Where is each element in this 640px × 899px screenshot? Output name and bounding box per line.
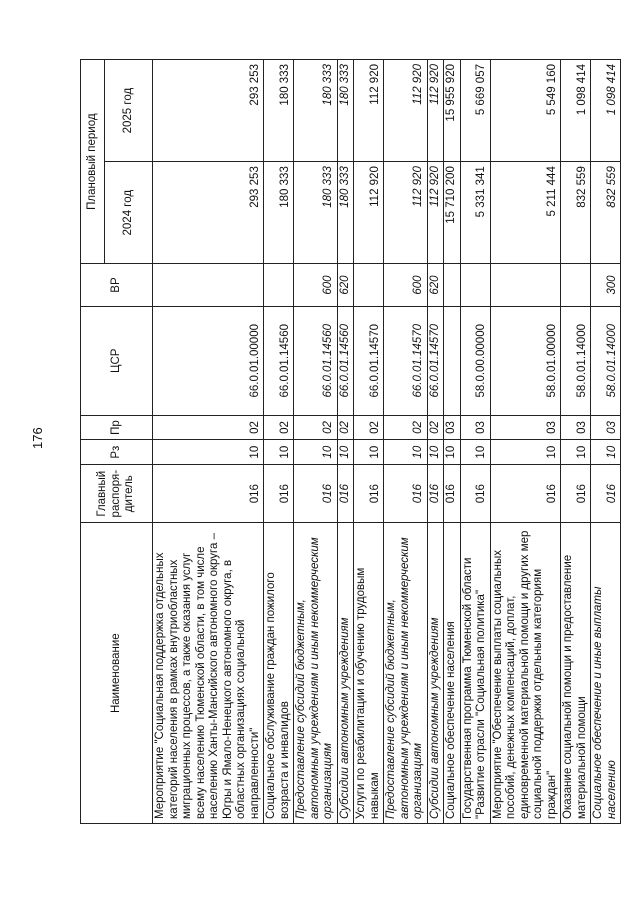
row-pr: 03 [444,415,461,440]
row-pr: 02 [264,415,294,440]
row-csr: 66.0.01.14570 [354,306,384,415]
row-rz: 10 [561,440,591,465]
row-vr: 300 [591,264,621,307]
row-value-2024: 180 333 [294,162,338,264]
row-pr: 03 [561,415,591,440]
row-pr: 02 [354,415,384,440]
row-vr [153,264,264,307]
row-vr [264,264,294,307]
row-value-2025: 180 333 [264,60,294,162]
row-value-2025: 112 920 [354,60,384,162]
row-name: Социальное обеспечение и иные выплаты населению [591,523,621,824]
row-csr: 58.0.00.00000 [460,306,490,415]
header-2024: 2024 год [105,162,153,264]
header-pr: Пр [81,415,153,440]
row-rz: 10 [591,440,621,465]
row-value-2025: 1 098 414 [591,60,621,162]
row-value-2025: 1 098 414 [561,60,591,162]
row-pr: 02 [384,415,428,440]
row-rz: 10 [354,440,384,465]
row-value-2024: 112 920 [354,162,384,264]
table-row [591,60,621,824]
table-row [460,60,490,824]
row-value-2024: 5 331 341 [460,162,490,264]
row-admin: 016 [591,465,621,523]
row-admin: 016 [294,465,338,523]
row-vr: 600 [294,264,338,307]
table-row [427,60,444,824]
header-csr: ЦСР [81,306,153,415]
row-rz: 10 [264,440,294,465]
row-vr: 600 [384,264,428,307]
table-header [81,60,153,824]
row-admin: 016 [153,465,264,523]
table-row [561,60,591,824]
row-value-2025: 112 920 [384,60,428,162]
row-csr: 66.0.01.14570 [427,306,444,415]
row-vr [561,264,591,307]
row-vr [490,264,561,307]
row-csr: 58.0.01.00000 [490,306,561,415]
table-row [384,60,428,824]
budget-table [80,59,621,824]
header-rz: Рз [81,440,153,465]
row-rz: 10 [460,440,490,465]
row-name: Оказание социальной помощи и предоставление материальной помощи [561,523,591,824]
row-value-2025: 5 669 057 [460,60,490,162]
row-rz: 10 [427,440,444,465]
row-value-2025: 5 549 160 [490,60,561,162]
row-pr: 02 [427,415,444,440]
row-rz: 10 [337,440,354,465]
row-admin: 016 [444,465,461,523]
row-admin: 016 [384,465,428,523]
row-value-2024: 832 559 [591,162,621,264]
table-row [490,60,561,824]
row-csr [444,306,461,415]
row-csr: 66.0.01.14560 [337,306,354,415]
header-vr: ВР [81,264,153,307]
row-rz: 10 [384,440,428,465]
row-value-2025: 293 253 [153,60,264,162]
row-value-2024: 180 333 [337,162,354,264]
row-name: Социальное обслуживание граждан пожилого возраста и инвалидов [264,523,294,824]
row-value-2025: 15 955 920 [444,60,461,162]
table-row [153,60,264,824]
row-admin: 016 [490,465,561,523]
row-value-2024: 832 559 [561,162,591,264]
header-name: Наименование [81,523,153,824]
row-rz: 10 [153,440,264,465]
row-csr: 58.0.01.14000 [591,306,621,415]
row-value-2025: 180 333 [337,60,354,162]
row-name: Мероприятие "Социальная поддержка отдельных категорий населения в рамках внутриобластных миграционных процессов, а также оказания услуг всему населению Тюменской области, в том числе населению Ханты-Мансийского автономного округа – Югры и Ямало-Ненецкого автономного округа, в областных организациях социальной направленности" [153,523,264,824]
row-pr: 02 [337,415,354,440]
row-name: Субсидии автономным учреждениям [427,523,444,824]
row-admin: 016 [354,465,384,523]
budget-table-rotated [80,59,618,824]
header-admin: Главный распоря-дитель [81,465,153,523]
row-value-2024: 112 920 [384,162,428,264]
row-value-2024: 15 710 200 [444,162,461,264]
row-rz: 10 [444,440,461,465]
table-row [337,60,354,824]
row-name: Предоставление субсидий бюджетным, автономным учреждениям и иным некоммерческим организациям [294,523,338,824]
row-admin: 016 [561,465,591,523]
page-number: 176 [30,427,45,449]
header-2025: 2025 год [105,60,153,162]
row-name: Государственная программа Тюменской области "Развитие отрасли "Социальная политика" [460,523,490,824]
row-pr: 02 [153,415,264,440]
row-vr: 620 [337,264,354,307]
row-csr: 58.0.01.14000 [561,306,591,415]
row-admin: 016 [264,465,294,523]
header-plan-period: Плановый период [81,60,105,264]
row-value-2024: 5 211 444 [490,162,561,264]
table-row [264,60,294,824]
row-value-2024: 112 920 [427,162,444,264]
row-vr [354,264,384,307]
row-name: Социальное обеспечение населения [444,523,461,824]
row-pr: 03 [460,415,490,440]
row-admin: 016 [460,465,490,523]
row-rz: 10 [490,440,561,465]
row-name: Предоставление субсидий бюджетным, автономным учреждениям и иным некоммерческим организациям [384,523,428,824]
row-pr: 03 [490,415,561,440]
row-name: Мероприятие "Обеспечение выплаты социальных пособий, денежных компенсаций, доплат, единовременной материальной помощи и других мер социальной поддержки отдельным категориям граждан" [490,523,561,824]
row-vr [460,264,490,307]
row-name: Субсидии автономным учреждениям [337,523,354,824]
row-admin: 016 [427,465,444,523]
row-csr: 66.0.01.14560 [294,306,338,415]
row-pr: 02 [294,415,338,440]
row-vr [444,264,461,307]
row-admin: 016 [337,465,354,523]
table-body [153,60,621,824]
row-value-2024: 180 333 [264,162,294,264]
table-row [294,60,338,824]
row-pr: 03 [591,415,621,440]
row-csr: 66.0.01.00000 [153,306,264,415]
table-row [354,60,384,824]
row-value-2025: 180 333 [294,60,338,162]
row-csr: 66.0.01.14570 [384,306,428,415]
row-value-2025: 112 920 [427,60,444,162]
row-name: Услуги по реабилитации и обучению трудовым навыкам [354,523,384,824]
row-rz: 10 [294,440,338,465]
row-csr: 66.0.01.14560 [264,306,294,415]
row-value-2024: 293 253 [153,162,264,264]
table-row [444,60,461,824]
row-vr: 620 [427,264,444,307]
